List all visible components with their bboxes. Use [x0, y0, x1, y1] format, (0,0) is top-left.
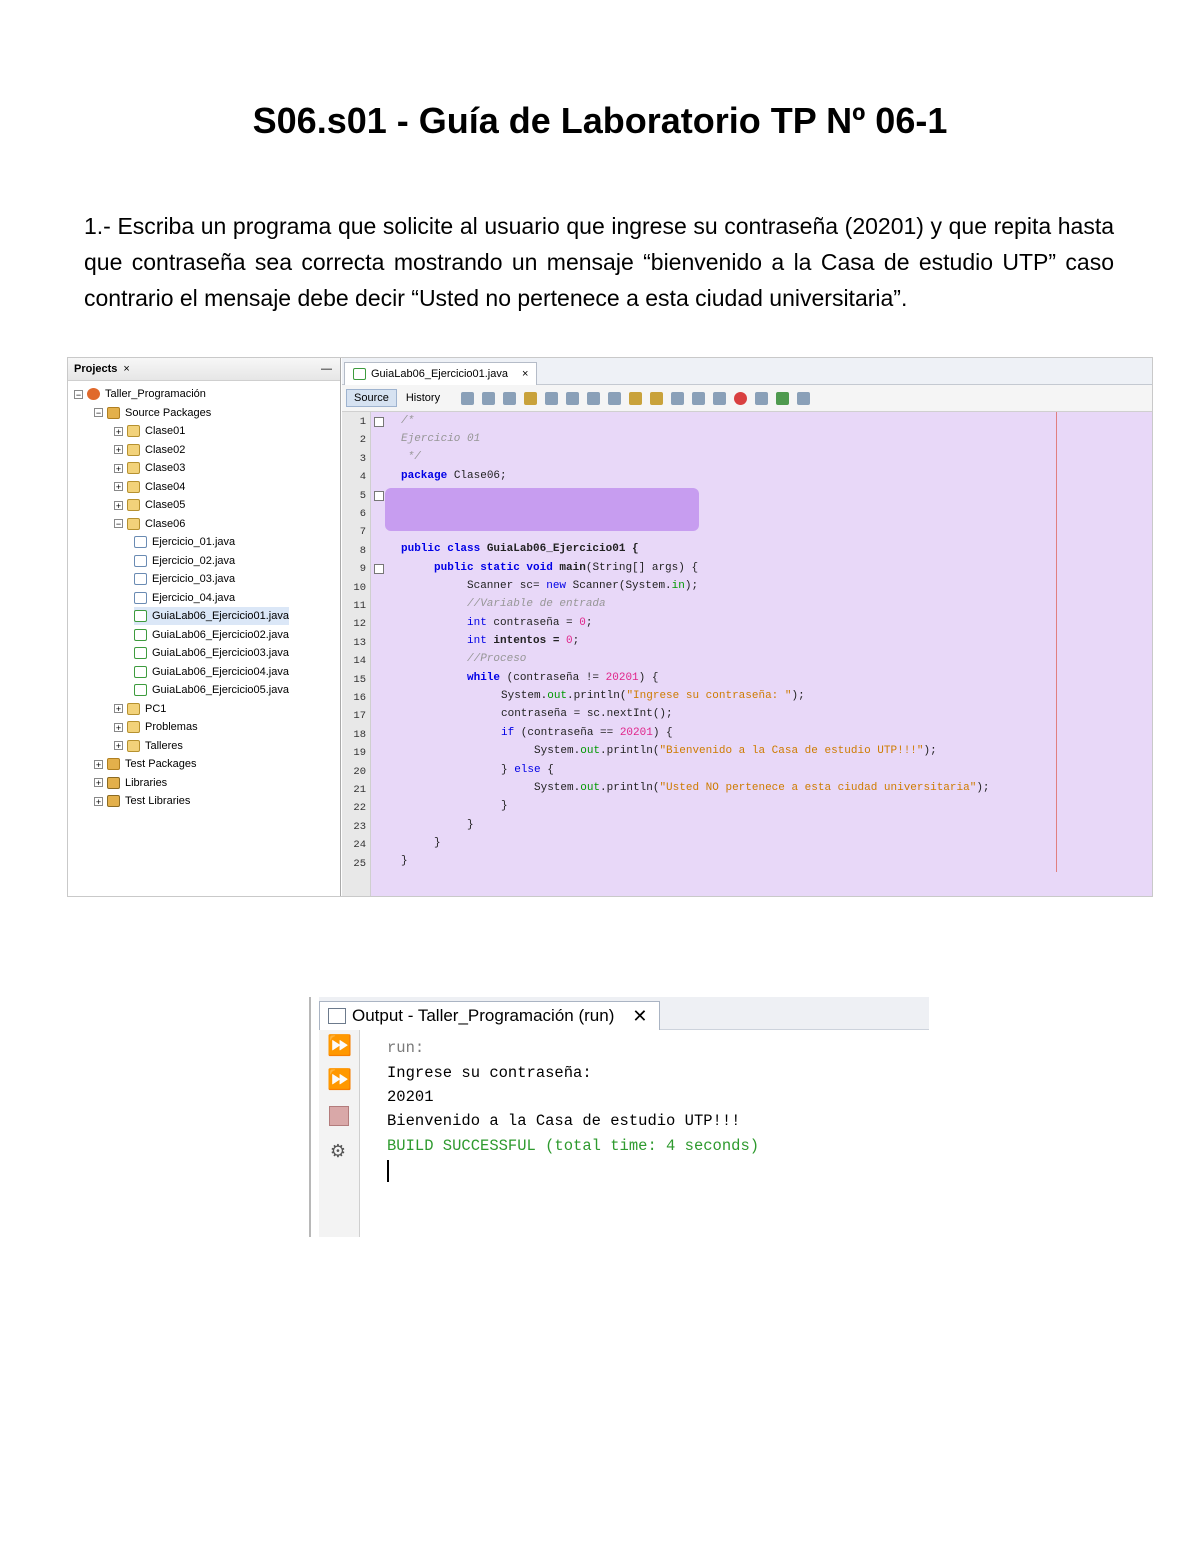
- java-file-icon: [134, 592, 147, 604]
- collapse-icon[interactable]: −: [95, 408, 102, 418]
- tree-node-label: Test Packages: [125, 758, 197, 770]
- output-line-prompt: Ingrese su contraseña:: [387, 1064, 592, 1082]
- line-number: 25: [353, 857, 366, 870]
- expand-icon[interactable]: +: [115, 704, 122, 714]
- code-line-20: } else {: [501, 764, 554, 776]
- fold-toggle-icon[interactable]: [374, 491, 384, 501]
- find-next-icon[interactable]: [566, 392, 579, 405]
- document-title: S06.s01 - Guía de Laboratorio TP Nº 06-1: [252, 100, 948, 141]
- line-number: 18: [353, 728, 366, 741]
- tree-node-label: Clase03: [145, 462, 186, 474]
- find-previous-icon[interactable]: [545, 392, 558, 405]
- tree-node-label: GuiaLab06_Ejercicio03.java: [152, 647, 289, 659]
- tree-node-label: Ejercicio_02.java: [152, 554, 236, 567]
- package-icon: [127, 703, 140, 715]
- history-button[interactable]: History: [405, 392, 441, 404]
- line-number: 15: [353, 673, 366, 686]
- main-class-icon: [134, 666, 147, 678]
- code-line-14: //Proceso: [467, 653, 527, 665]
- toggle-selection-icon[interactable]: [608, 392, 621, 405]
- code-line-23: }: [467, 819, 474, 831]
- collapse-icon[interactable]: −: [115, 519, 122, 529]
- tree-node[interactable]: [114, 737, 183, 755]
- code-line-16: System.out.println("Ingrese su contraseña: ");: [501, 690, 805, 702]
- code-editor: [342, 358, 1152, 897]
- projects-panel: [68, 358, 341, 897]
- tree-node[interactable]: [134, 570, 235, 588]
- find-icon[interactable]: [524, 392, 537, 405]
- line-number-gutter: [342, 412, 371, 897]
- line-number: 24: [353, 839, 366, 852]
- code-line-24: }: [434, 837, 441, 849]
- output-line-welcome: Bienvenido a la Casa de estudio UTP!!!: [387, 1112, 741, 1130]
- tree-node[interactable]: [134, 644, 289, 662]
- code-line-12: int contraseña = 0;: [467, 617, 593, 629]
- line-number: 8: [359, 544, 366, 557]
- next-bookmark-icon[interactable]: [650, 392, 663, 405]
- back-icon[interactable]: [482, 392, 495, 405]
- last-edit-icon[interactable]: [461, 392, 474, 405]
- code-line-21: System.out.println("Usted NO pertenece a esta ciudad universitaria");: [534, 782, 990, 794]
- java-file-icon: [134, 573, 147, 585]
- line-number: 14: [353, 655, 366, 668]
- expand-icon[interactable]: +: [95, 796, 102, 807]
- rerun-icon[interactable]: ⏩: [327, 1035, 352, 1057]
- package-icon: [127, 518, 140, 530]
- tree-node[interactable]: [114, 496, 185, 514]
- code-line-25: }: [401, 855, 408, 867]
- tree-node[interactable]: [134, 626, 289, 644]
- line-number: 5: [359, 489, 366, 502]
- code-line-15: while (contraseña != 20201) {: [467, 672, 659, 684]
- editor-tab-label: GuiaLab06_Ejercicio01.java: [371, 368, 508, 380]
- tree-node-label: Clase06: [145, 517, 186, 530]
- line-number: 20: [353, 765, 366, 778]
- projects-tab[interactable]: [68, 358, 340, 381]
- line-number: 11: [353, 600, 366, 612]
- code-line-9: public static void main(String[] args) {: [434, 562, 699, 574]
- exercise-instruction: 1.- Escriba un programa que solicite al usuario que ingrese su contraseña (20201) y que repita hasta que contraseña sea correcta mostrando un mensaje “bienvenido a la Casa de estudio UTP” caso contrario el mensaje debe decir “Usted no pertenece a esta ciudad universitaria”.: [84, 213, 1114, 311]
- line-number: 21: [353, 784, 366, 796]
- java-file-icon: [134, 555, 147, 567]
- output-tab-title: Output - Taller_Programación (run): [352, 1006, 615, 1025]
- tree-node[interactable]: [114, 441, 185, 459]
- output-line-input: 20201: [387, 1088, 434, 1106]
- library-icon: [107, 777, 120, 789]
- code-line-3: */: [401, 451, 421, 463]
- close-icon[interactable]: ×: [521, 368, 529, 380]
- record-macro-icon[interactable]: [734, 392, 747, 405]
- tree-node[interactable]: [94, 755, 197, 773]
- line-number: 23: [353, 820, 366, 833]
- package-icon: [127, 499, 140, 511]
- source-folder-icon: [107, 407, 120, 419]
- code-line-8: public class GuiaLab06_Ejercicio01 {: [401, 543, 639, 555]
- toolbar-icons: [457, 392, 814, 405]
- expand-icon[interactable]: +: [115, 445, 122, 455]
- line-number: 12: [353, 618, 366, 631]
- tree-node[interactable]: [114, 478, 185, 496]
- code-line-11: //Variable de entrada: [467, 598, 606, 610]
- expand-icon[interactable]: +: [115, 722, 122, 733]
- line-number: 16: [353, 692, 366, 704]
- tree-node-label: Talleres: [145, 739, 183, 752]
- code-line-17: contraseña = sc.nextInt();: [501, 708, 673, 720]
- expand-icon[interactable]: +: [95, 759, 102, 770]
- line-number: 7: [359, 526, 366, 539]
- tree-node-label: GuiaLab06_Ejercicio01.java: [152, 610, 289, 622]
- code-line-2: Ejercicio 01: [401, 433, 481, 445]
- toggle-highlight-icon[interactable]: [587, 392, 600, 405]
- tree-node[interactable]: [114, 515, 185, 533]
- tree-node-label: Taller_Programación: [105, 388, 206, 400]
- tree-node-label: Clase05: [145, 499, 186, 511]
- library-icon: [107, 795, 120, 807]
- line-number: 19: [353, 747, 366, 760]
- previous-bookmark-icon[interactable]: [629, 392, 642, 405]
- collapse-icon[interactable]: −: [75, 389, 82, 400]
- package-icon: [127, 444, 140, 456]
- tree-node[interactable]: [94, 774, 167, 792]
- tree-node[interactable]: [94, 792, 190, 810]
- tree-node-label: Source Packages: [125, 406, 212, 419]
- main-class-icon: [134, 610, 147, 622]
- output-tab[interactable]: [319, 1001, 660, 1030]
- tree-node[interactable]: [114, 718, 198, 736]
- text-cursor: [387, 1160, 389, 1182]
- output-window: [309, 997, 929, 1237]
- tree-node[interactable]: [134, 533, 235, 551]
- package-icon: [127, 462, 140, 474]
- tree-node[interactable]: [114, 700, 166, 718]
- minimize-icon[interactable]: —: [321, 363, 332, 375]
- redacted-imports: [385, 488, 699, 531]
- package-icon: [127, 740, 140, 752]
- expand-icon[interactable]: +: [115, 482, 122, 492]
- projects-tab-label: Projects: [74, 363, 118, 375]
- tree-node-label: Test Libraries: [125, 795, 191, 807]
- package-icon: [127, 721, 140, 733]
- line-number: 6: [359, 508, 366, 520]
- tree-node[interactable]: [94, 404, 211, 422]
- tree-node[interactable]: [134, 663, 289, 681]
- settings-icon[interactable]: ⚙: [329, 1141, 347, 1161]
- editor-tab-bar: [342, 358, 1152, 385]
- line-number: 13: [353, 636, 366, 649]
- editor-tab[interactable]: [344, 362, 537, 385]
- main-class-icon: [134, 647, 147, 659]
- tree-node-label: Problemas: [145, 721, 198, 733]
- line-number: 2: [359, 434, 366, 447]
- tree-node[interactable]: [114, 459, 185, 477]
- stop-icon[interactable]: [329, 1106, 349, 1126]
- code-line-22: }: [501, 800, 508, 812]
- expand-icon[interactable]: +: [115, 463, 122, 474]
- tree-node-label: GuiaLab06_Ejercicio02.java: [152, 628, 289, 641]
- right-margin-line: [1056, 412, 1057, 872]
- tree-node[interactable]: [134, 552, 235, 570]
- shift-left-icon[interactable]: [692, 392, 705, 405]
- line-number: 22: [353, 802, 366, 815]
- close-icon[interactable]: ✕: [632, 1005, 648, 1026]
- expand-icon[interactable]: +: [115, 500, 122, 511]
- rerun-with-params-icon[interactable]: ⏩: [327, 1069, 352, 1091]
- output-line-build: BUILD SUCCESSFUL (total time: 4 seconds): [387, 1137, 760, 1155]
- tree-node-label: Libraries: [125, 776, 168, 789]
- line-number: 4: [359, 471, 366, 484]
- tree-node-label: Ejercicio_03.java: [152, 573, 236, 585]
- code-line-10: Scanner sc= new Scanner(System.in);: [467, 580, 699, 592]
- line-number: 17: [353, 710, 366, 723]
- code-line-1: /*: [401, 415, 415, 427]
- code-line-13: int intentos = 0;: [467, 635, 580, 647]
- output-window-icon: [328, 1008, 346, 1024]
- tree-node-label: GuiaLab06_Ejercicio04.java: [152, 665, 289, 678]
- tree-node-label: Clase04: [145, 480, 186, 493]
- fold-toggle-icon[interactable]: [374, 417, 384, 427]
- forward-icon[interactable]: [503, 392, 516, 405]
- comment-icon[interactable]: [776, 392, 789, 405]
- java-file-icon: [134, 536, 147, 548]
- code-line-4: package Clase06;: [401, 470, 507, 482]
- main-class-icon: [134, 684, 147, 696]
- java-file-icon: [353, 368, 366, 380]
- toggle-bookmark-icon[interactable]: [671, 392, 684, 405]
- uncomment-icon[interactable]: [797, 392, 810, 405]
- close-icon[interactable]: ×: [123, 363, 130, 375]
- shift-right-icon[interactable]: [713, 392, 726, 405]
- tree-node-label: PC1: [145, 702, 167, 715]
- code-line-19: System.out.println("Bienvenido a la Casa de estudio UTP!!!");: [534, 745, 937, 757]
- tree-node-label: Clase02: [145, 443, 186, 456]
- project-icon: [87, 388, 100, 400]
- output-actions-gutter: [319, 1030, 360, 1237]
- output-line-run: run:: [387, 1039, 425, 1057]
- main-class-icon: [134, 629, 147, 641]
- line-number: 9: [359, 563, 366, 576]
- tree-node-label: GuiaLab06_Ejercicio05.java: [152, 684, 289, 696]
- editor-toolbar: [342, 385, 1152, 412]
- code-area[interactable]: [342, 412, 1152, 897]
- tree-node[interactable]: [114, 422, 185, 440]
- source-button[interactable]: Source: [346, 389, 397, 407]
- ide-screenshot: [67, 357, 1153, 897]
- tree-node[interactable]: [74, 385, 206, 403]
- package-icon: [127, 481, 140, 493]
- tree-node[interactable]: [134, 681, 289, 699]
- output-window-edge: [309, 997, 311, 1237]
- stop-macro-icon[interactable]: [755, 392, 768, 405]
- package-icon: [127, 425, 140, 437]
- source-folder-icon: [107, 758, 120, 770]
- line-number: 10: [353, 581, 366, 594]
- code-line-18: if (contraseña == 20201) {: [501, 727, 673, 739]
- expand-icon[interactable]: +: [95, 778, 102, 788]
- tree-node-label: Ejercicio_01.java: [152, 536, 236, 548]
- output-tab-bar: [319, 997, 929, 1030]
- tree-node-label: Ejercicio_04.java: [152, 591, 236, 604]
- expand-icon[interactable]: +: [115, 426, 122, 437]
- tree-node[interactable]: [134, 589, 235, 607]
- line-number: 1: [359, 416, 366, 428]
- tree-node-label: Clase01: [145, 425, 186, 437]
- line-number: 3: [359, 452, 366, 465]
- fold-toggle-icon[interactable]: [374, 564, 384, 574]
- tree-node[interactable]: [134, 607, 289, 625]
- expand-icon[interactable]: +: [115, 741, 122, 751]
